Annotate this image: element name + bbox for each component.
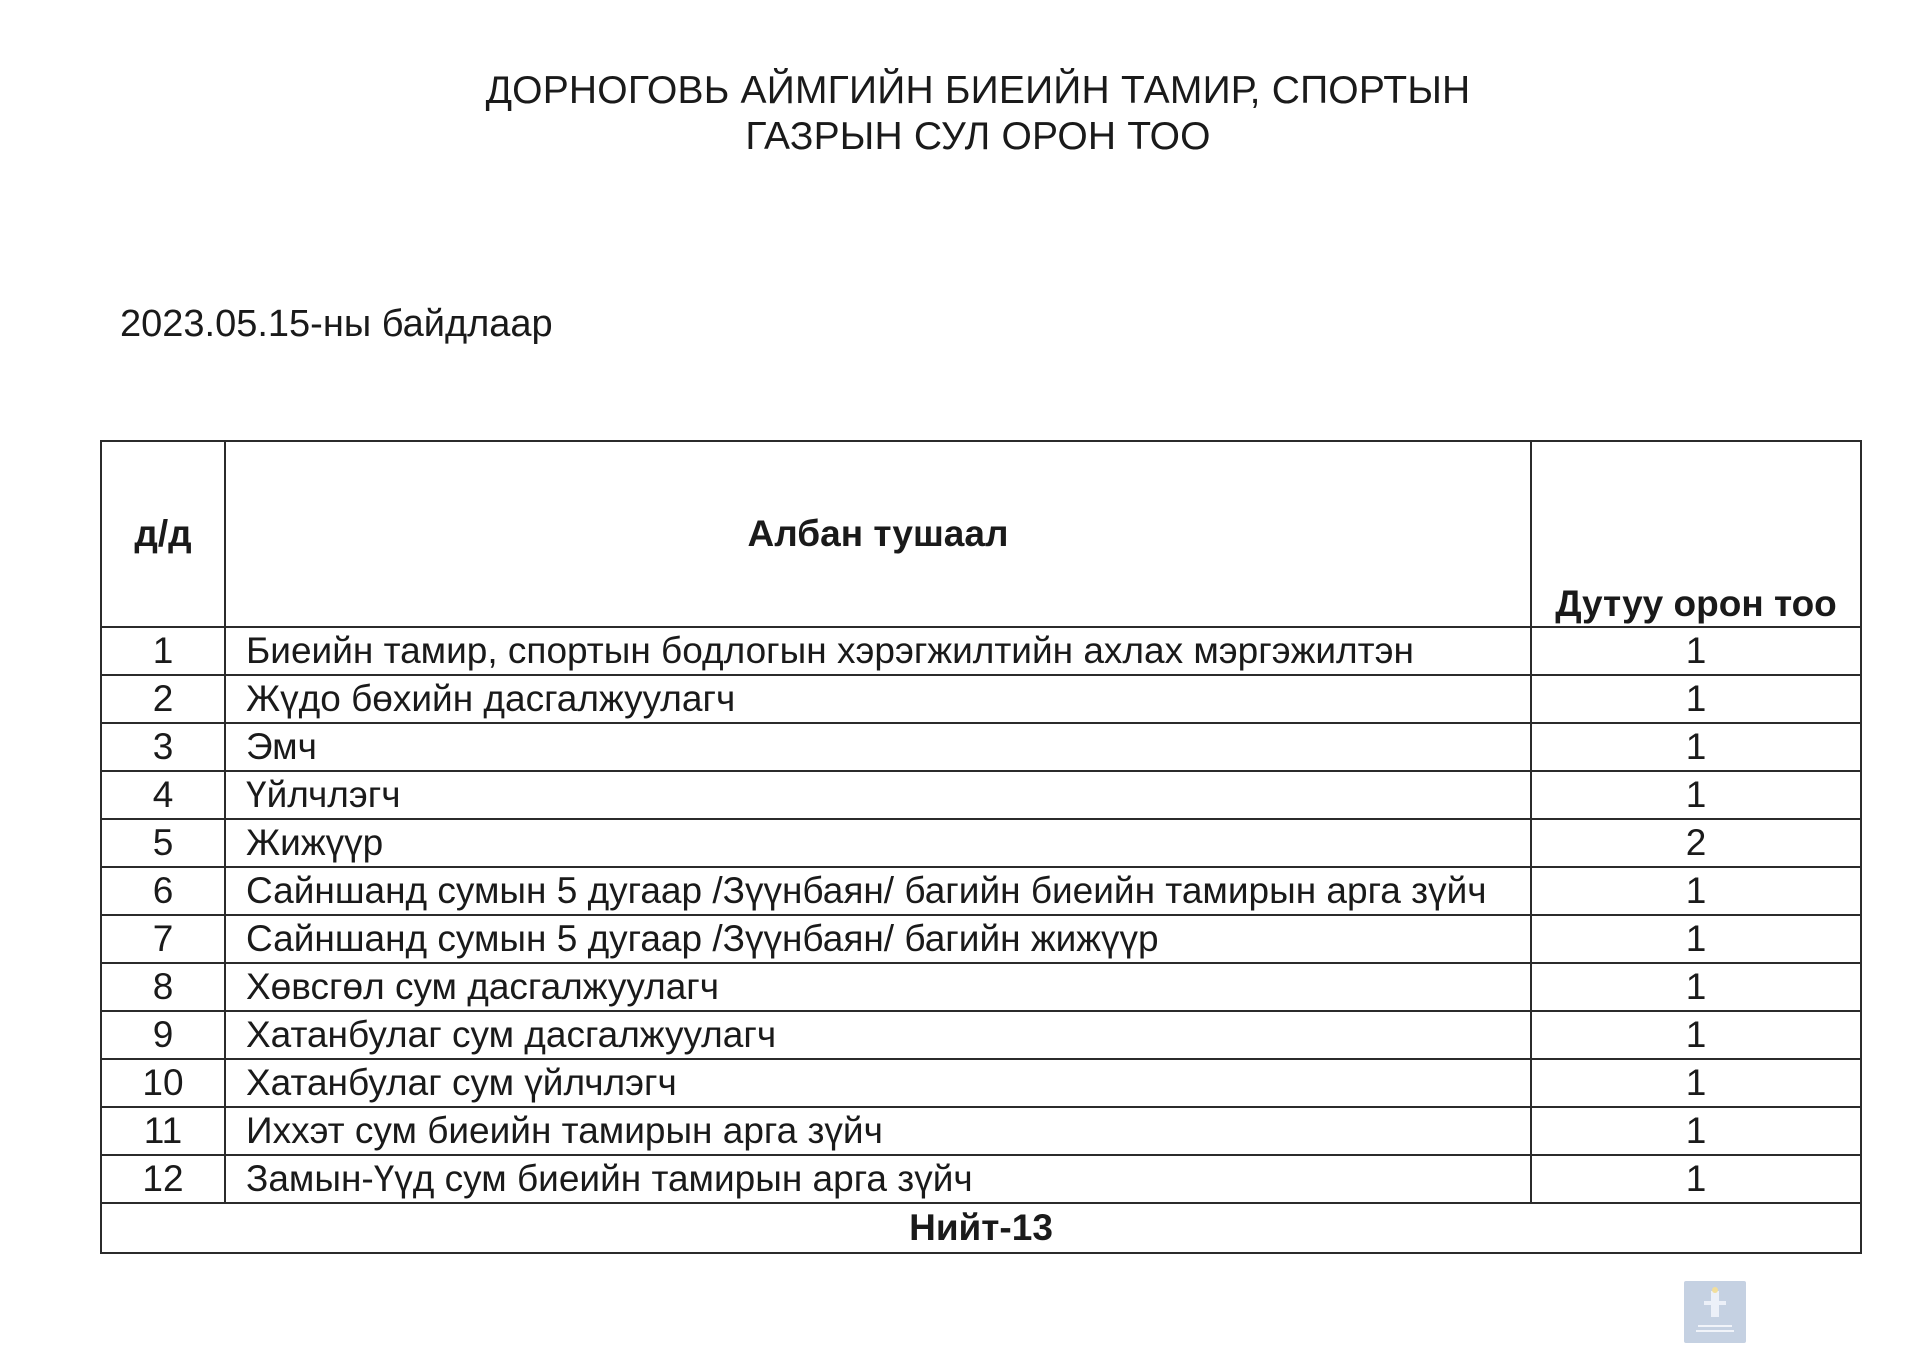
as-of-date: 2023.05.15-ны байдлаар: [120, 303, 553, 345]
table-row: [101, 771, 1861, 819]
row-count: 1: [1531, 1155, 1861, 1203]
row-count: 1: [1531, 1059, 1861, 1107]
row-count: 1: [1531, 963, 1861, 1011]
table-row: [101, 675, 1861, 723]
row-number: 4: [101, 771, 225, 819]
row-number: 7: [101, 915, 225, 963]
row-count: 1: [1531, 675, 1861, 723]
row-number: 11: [101, 1107, 225, 1155]
table-row: [101, 723, 1861, 771]
table-row: [101, 1107, 1861, 1155]
emblem-bar: [1704, 1301, 1726, 1305]
row-position: Үйлчлэгч: [225, 771, 1531, 819]
row-number: 10: [101, 1059, 225, 1107]
row-number: 8: [101, 963, 225, 1011]
row-position: Биеийн тамир, спортын бодлогын хэрэгжилтийн ахлах мэргэжилтэн: [225, 627, 1531, 675]
emblem-top: [1712, 1287, 1718, 1293]
table-row: [101, 867, 1861, 915]
government-emblem-icon: [1684, 1281, 1746, 1343]
table-header-row: [101, 441, 1861, 627]
row-number: 9: [101, 1011, 225, 1059]
vacancy-table: [100, 440, 1862, 1254]
table-body: [101, 627, 1861, 1203]
header-position: Албан тушаал: [225, 441, 1531, 627]
table-row: [101, 1011, 1861, 1059]
row-position: Сайншанд сумын 5 дугаар /Зүүнбаян/ багийн биеийн тамирын арга зүйч: [225, 867, 1531, 915]
row-number: 6: [101, 867, 225, 915]
row-number: 2: [101, 675, 225, 723]
emblem-caption-line-2: [1696, 1330, 1734, 1332]
row-count: 1: [1531, 771, 1861, 819]
header-count: Дутуу орон тоо: [1531, 441, 1861, 627]
row-position: Хатанбулаг сум үйлчлэгч: [225, 1059, 1531, 1107]
row-position: Хатанбулаг сум дасгалжуулагч: [225, 1011, 1531, 1059]
row-number: 5: [101, 819, 225, 867]
title-line-1: ДОРНОГОВЬ АЙМГИЙН БИЕИЙН ТАМИР, СПОРТЫН: [485, 69, 1471, 112]
row-position: Замын-Үүд сум биеийн тамирын арга зүйч: [225, 1155, 1531, 1203]
emblem-graphic: [1684, 1281, 1746, 1343]
row-number: 12: [101, 1155, 225, 1203]
row-count: 2: [1531, 819, 1861, 867]
row-number: 3: [101, 723, 225, 771]
table-total-row: [101, 1203, 1861, 1253]
table-row: [101, 963, 1861, 1011]
row-position: Эмч: [225, 723, 1531, 771]
table-row: [101, 819, 1861, 867]
row-position: Сайншанд сумын 5 дугаар /Зүүнбаян/ багийн жижүүр: [225, 915, 1531, 963]
row-position: Иххэт сум биеийн тамирын арга зүйч: [225, 1107, 1531, 1155]
row-position: Хөвсгөл сум дасгалжуулагч: [225, 963, 1531, 1011]
table-row: [101, 1059, 1861, 1107]
row-position: Жижүүр: [225, 819, 1531, 867]
title-line-2: ГАЗРЫН СУЛ ОРОН ТОО: [745, 115, 1211, 158]
row-count: 1: [1531, 723, 1861, 771]
row-position: Жүдо бөхийн дасгалжуулагч: [225, 675, 1531, 723]
row-count: 1: [1531, 867, 1861, 915]
row-count: 1: [1531, 1107, 1861, 1155]
header-num: д/д: [101, 441, 225, 627]
row-count: 1: [1531, 627, 1861, 675]
table-row: [101, 627, 1861, 675]
row-count: 1: [1531, 915, 1861, 963]
document-title: [0, 68, 1916, 160]
row-count: 1: [1531, 1011, 1861, 1059]
row-number: 1: [101, 627, 225, 675]
table-row: [101, 1155, 1861, 1203]
total-cell: Нийт-13: [101, 1203, 1861, 1253]
table-row: [101, 915, 1861, 963]
emblem-caption-line-1: [1698, 1325, 1732, 1327]
